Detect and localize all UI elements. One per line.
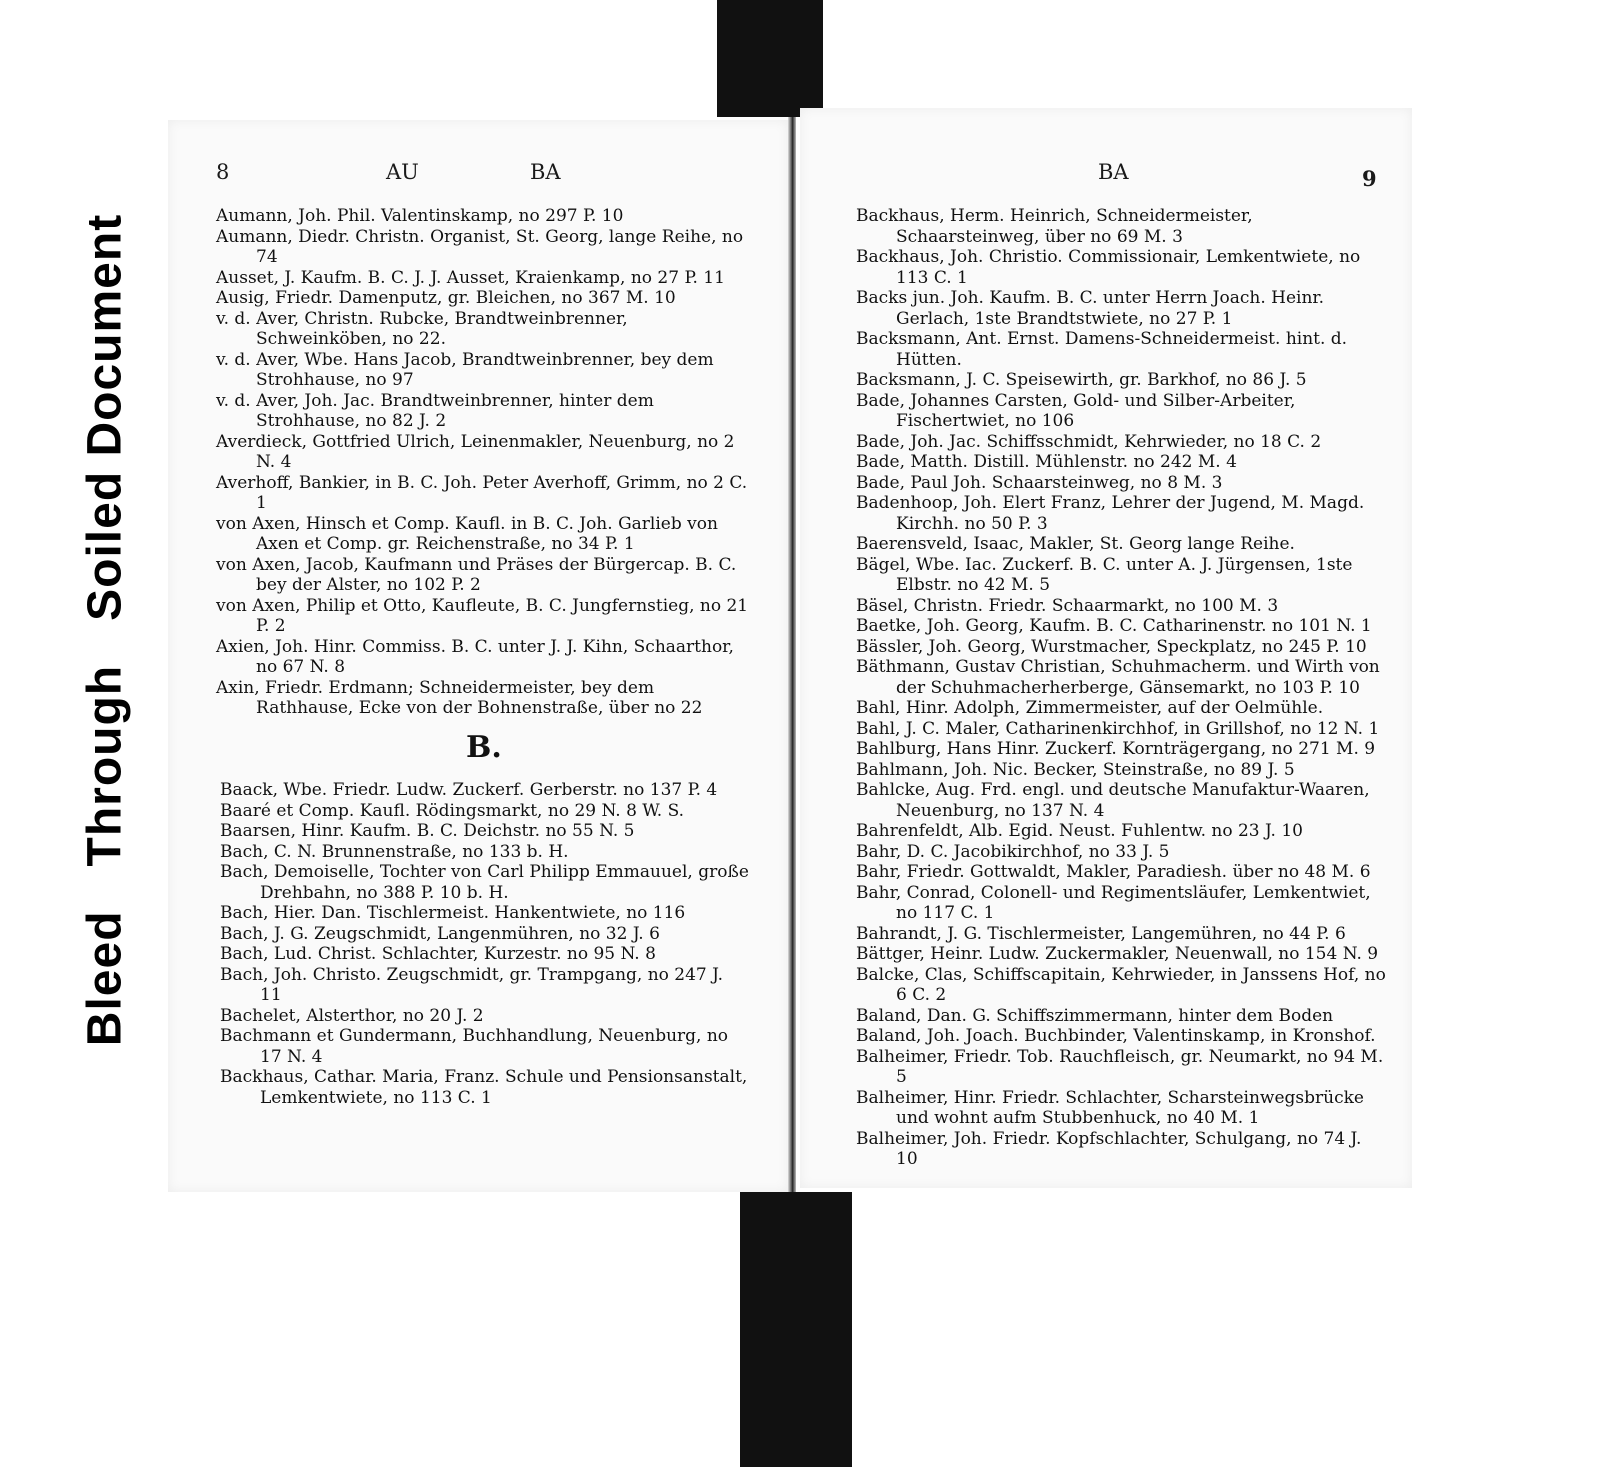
directory-entry: Balheimer, Hinr. Friedr. Schlachter, Scharsteinwegsbrücke und wohnt aufm Stubbenhuck, no 40 M. 1: [856, 1087, 1364, 1128]
directory-entry: Axien, Joh. Hinr. Commiss. B. C. unter J. J. Kihn, Schaarthor, no 67 N. 8: [216, 636, 734, 677]
directory-entry: Baack, Wbe. Friedr. Ludw. Zuckerf. Gerberstr. no 137 P. 4: [220, 780, 718, 800]
directory-entry: Bach, Hier. Dan. Tischlermeist. Hankentwiete, no 116: [220, 903, 686, 923]
black-tape-top: [717, 0, 823, 117]
directory-entry: Balheimer, Friedr. Tob. Rauchfleisch, gr. Neumarkt, no 94 M. 5: [856, 1046, 1384, 1087]
directory-entry: Bachelet, Alsterthor, no 20 J. 2: [220, 1005, 484, 1026]
directory-entry: Balheimer, Joh. Friedr. Kopfschlachter, Schulgang, no 74 J. 10: [856, 1128, 1362, 1169]
directory-entry: Bässler, Joh. Georg, Wurstmacher, Speckplatz, no 245 P. 10: [856, 636, 1367, 657]
directory-entry: Aumann, Joh. Phil. Valentinskamp, no 297 P. 10: [216, 206, 624, 226]
directory-entry: Bade, Paul Joh. Schaarsteinweg, no 8 M. 3: [856, 472, 1223, 493]
right-page: [800, 108, 1412, 1188]
directory-entry: Baarsen, Hinr. Kaufm. B. C. Deichstr. no 55 N. 5: [220, 821, 635, 841]
directory-entry: Baland, Dan. G. Schiffszimmermann, hinter dem Boden: [856, 1005, 1334, 1026]
directory-entry: Baerensveld, Isaac, Makler, St. Georg lange Reihe.: [856, 534, 1295, 554]
black-tape-bottom: [740, 1192, 852, 1467]
right-header-ba: BA: [1098, 160, 1129, 184]
directory-entry: Bade, Johannes Carsten, Gold- und Silber-Arbeiter, Fischertwiet, no 106: [856, 390, 1296, 431]
directory-entry: Backhaus, Joh. Christio. Commissionair, Lemkentwiete, no 113 C. 1: [856, 247, 1361, 288]
directory-entry: Bachmann et Gundermann, Buchhandlung, Neuenburg, no 17 N. 4: [220, 1026, 729, 1067]
stamp-word-soiled-document: Soiled Document: [78, 213, 132, 621]
directory-entry: Bahlcke, Aug. Frd. engl. und deutsche Manufaktur-Waaren, Neuenburg, no 137 N. 4: [856, 780, 1370, 821]
right-page-number: 9: [1362, 166, 1377, 191]
directory-entry: Bahrenfeldt, Alb. Egid. Neust. Fuhlentw. no 23 J. 10: [856, 821, 1303, 841]
directory-entry: Bade, Joh. Jac. Schiffsschmidt, Kehrwieder, no 18 C. 2: [856, 431, 1322, 452]
directory-entry: Ausig, Friedr. Damenputz, gr. Bleichen, no 367 M. 10: [216, 288, 676, 308]
directory-entry: von Axen, Philip et Otto, Kaufleute, B. C. Jungfernstieg, no 21 P. 2: [216, 595, 749, 636]
directory-entry: Averdieck, Gottfried Ulrich, Leinenmakler, Neuenburg, no 2 N. 4: [216, 431, 735, 472]
left-entries-au: [216, 206, 751, 719]
directory-entry: Baland, Joh. Joach. Buchbinder, Valentinskamp, in Kronshof.: [856, 1026, 1376, 1046]
directory-entry: Bägel, Wbe. Iac. Zuckerf. B. C. unter A. J. Jürgensen, 1ste Elbstr. no 42 M. 5: [856, 554, 1353, 595]
directory-entry: Bade, Matth. Distill. Mühlenstr. no 242 M. 4: [856, 452, 1237, 472]
bleed-through-stamp: [70, 130, 140, 1130]
directory-entry: Axin, Friedr. Erdmann; Schneidermeister, bey dem Rathhause, Ecke von der Bohnenstraße, über no 22: [216, 677, 703, 718]
directory-entry: Bach, Lud. Christ. Schlachter, Kurzestr. no 95 N. 8: [220, 944, 656, 964]
directory-entry: von Axen, Hinsch et Comp. Kaufl. in B. C. Joh. Garlieb von Axen et Comp. gr. Reichenstraße, no 34 P. 1: [216, 513, 718, 554]
stamp-word-through: Through: [78, 664, 132, 867]
directory-entry: Ausset, J. Kaufm. B. C. J. J. Ausset, Kraienkamp, no 27 P. 11: [216, 267, 725, 288]
left-entries-b: [220, 780, 750, 1108]
directory-entry: Bahr, D. C. Jacobikirchhof, no 33 J. 5: [856, 841, 1170, 862]
directory-entry: Backs jun. Joh. Kaufm. B. C. unter Herrn Joach. Heinr. Gerlach, 1ste Brandtstwiete, no 27 P. 1: [856, 288, 1325, 329]
left-header-ba: BA: [530, 160, 561, 184]
right-entries: [856, 206, 1386, 1170]
directory-entry: Bättger, Heinr. Ludw. Zuckermakler, Neuenwall, no 154 N. 9: [856, 944, 1379, 964]
left-page-number: 8: [216, 160, 230, 184]
directory-entry: Bahrandt, J. G. Tischlermeister, Langemühren, no 44 P. 6: [856, 923, 1346, 944]
directory-entry: Bäsel, Christn. Friedr. Schaarmarkt, no 100 M. 3: [856, 595, 1279, 616]
directory-entry: von Axen, Jacob, Kaufmann und Präses der Bürgercap. B. C. bey der Alster, no 102 P. 2: [216, 554, 737, 595]
directory-entry: Bahlmann, Joh. Nic. Becker, Steinstraße, no 89 J. 5: [856, 759, 1295, 780]
directory-entry: Bach, C. N. Brunnenstraße, no 133 b. H.: [220, 841, 569, 862]
directory-entry: Averhoff, Bankier, in B. C. Joh. Peter Averhoff, Grimm, no 2 C. 1: [216, 472, 748, 513]
directory-entry: Balcke, Clas, Schiffscapitain, Kehrwieder, in Janssens Hof, no 6 C. 2: [856, 964, 1386, 1005]
directory-entry: Bach, J. G. Zeugschmidt, Langenmühren, no 32 J. 6: [220, 923, 660, 944]
directory-entry: v. d. Aver, Joh. Jac. Brandtweinbrenner, hinter dem Strohhause, no 82 J. 2: [216, 390, 654, 431]
directory-entry: Backhaus, Herm. Heinrich, Schneidermeister, Schaarsteinweg, über no 69 M. 3: [856, 206, 1253, 247]
directory-entry: Bäthmann, Gustav Christian, Schuhmacherm. und Wirth von der Schuhmacherherberge, Gänsemarkt, no 103 P. 10: [856, 657, 1380, 698]
directory-entry: v. d. Aver, Christn. Rubcke, Brandtweinbrenner, Schweinköben, no 22.: [216, 308, 628, 349]
directory-entry: Baaré et Comp. Kaufl. Rödingsmarkt, no 29 N. 8 W. S.: [220, 800, 685, 821]
directory-entry: Backsmann, J. C. Speisewirth, gr. Barkhof, no 86 J. 5: [856, 370, 1307, 390]
directory-entry: Bach, Joh. Christo. Zeugschmidt, gr. Trampgang, no 247 J. 11: [220, 964, 724, 1005]
directory-entry: Bahl, J. C. Maler, Catharinenkirchhof, in Grillshof, no 12 N. 1: [856, 718, 1380, 739]
directory-entry: Bahr, Conrad, Colonell- und Regimentsläufer, Lemkentwiet, no 117 C. 1: [856, 882, 1371, 923]
stamp-word-bleed: Bleed: [78, 910, 132, 1047]
directory-entry: Bahlburg, Hans Hinr. Zuckerf. Kornträgergang, no 271 M. 9: [856, 739, 1376, 759]
directory-entry: Backsmann, Ant. Ernst. Damens-Schneidermeist. hint. d. Hütten.: [856, 329, 1348, 370]
directory-entry: Badenhoop, Joh. Elert Franz, Lehrer der Jugend, M. Magd. Kirchh. no 50 P. 3: [856, 493, 1365, 534]
left-header-au: AU: [386, 160, 419, 184]
directory-entry: Bahl, Hinr. Adolph, Zimmermeister, auf der Oelmühle.: [856, 698, 1324, 718]
directory-entry: Aumann, Diedr. Christn. Organist, St. Georg, lange Reihe, no 74: [216, 226, 744, 267]
directory-entry: Backhaus, Cathar. Maria, Franz. Schule und Pensionsanstalt, Lemkentwiete, no 113 C. 1: [220, 1067, 748, 1108]
left-page: [168, 120, 788, 1192]
section-letter-b: B.: [466, 730, 502, 765]
directory-entry: Bahr, Friedr. Gottwaldt, Makler, Paradiesh. über no 48 M. 6: [856, 862, 1371, 882]
stamp-label: [78, 192, 133, 1068]
directory-entry: Bach, Demoiselle, Tochter von Carl Philipp Emmauuel, große Drehbahn, no 388 P. 10 b. H.: [220, 862, 749, 903]
directory-entry: v. d. Aver, Wbe. Hans Jacob, Brandtweinbrenner, bey dem Strohhause, no 97: [216, 349, 714, 390]
directory-entry: Baetke, Joh. Georg, Kaufm. B. C. Catharinenstr. no 101 N. 1: [856, 616, 1372, 636]
book-spine: [788, 117, 796, 1197]
